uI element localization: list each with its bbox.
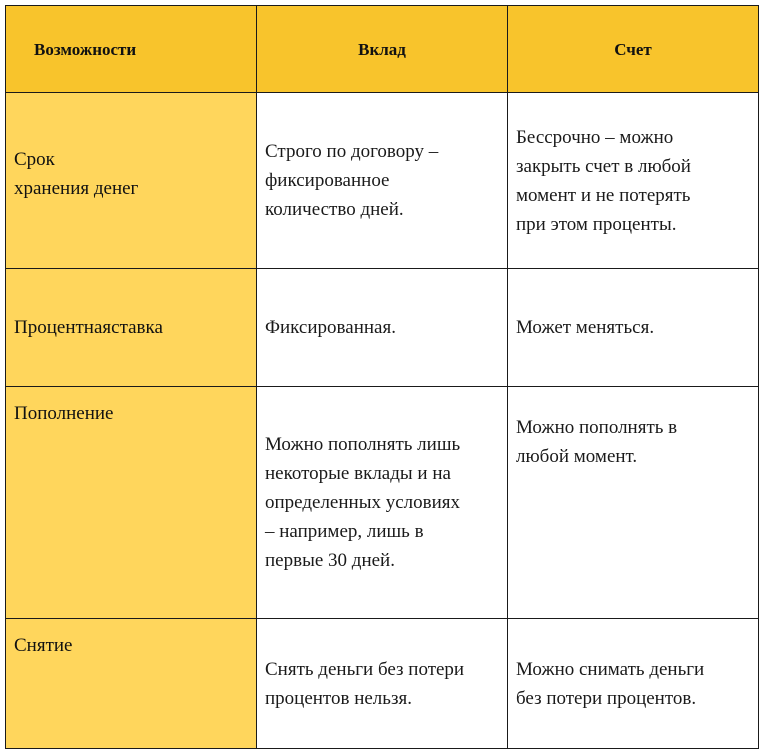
row-label-storage-term (6, 93, 257, 269)
cell-line: момент и не потерять (516, 184, 691, 206)
cell-line: Можно пополнять в (516, 417, 678, 438)
row-label-line: хранения денег (14, 177, 139, 199)
account-cell (508, 93, 759, 269)
table-row (6, 619, 759, 749)
deposit-cell (257, 619, 508, 749)
cell-line: Можно снимать деньги (516, 658, 705, 680)
cell-line: без потери процентов. (516, 687, 697, 709)
row-label-line: Пополнение (14, 403, 114, 424)
cell-line: первые 30 дней. (265, 550, 395, 571)
cell-line: Может меняться. (516, 317, 655, 338)
cell-line: Фиксированная. (265, 317, 396, 338)
deposit-cell (257, 387, 508, 619)
cell-line: закрыть счет в любой (516, 155, 691, 177)
deposit-cell (257, 93, 508, 269)
header-account: Счет (508, 6, 759, 93)
account-cell (508, 619, 759, 749)
cell-line: некоторые вклады и на (265, 463, 451, 484)
cell-line: фиксированное (265, 170, 390, 191)
row-label-replenishment (6, 387, 257, 619)
table-row (6, 269, 759, 387)
row-label-line: Процентнаяставка (14, 317, 163, 338)
cell-line: любой момент. (516, 446, 638, 467)
cell-line: процентов нельзя. (265, 687, 412, 709)
cell-line: при этом проценты. (516, 213, 677, 235)
deposit-cell (257, 269, 508, 387)
row-label-line: Снятие (14, 635, 73, 656)
row-label-line: Срок (14, 148, 55, 170)
header-features: Возможности (6, 6, 257, 93)
header-row (6, 6, 759, 93)
table-row (6, 387, 759, 619)
row-label-withdrawal (6, 619, 257, 749)
row-label-interest-rate (6, 269, 257, 387)
table-row (6, 93, 759, 269)
cell-line: количество дней. (265, 199, 404, 220)
cell-line: Можно пополнять лишь (265, 434, 461, 455)
cell-line: Снять деньги без потери (265, 658, 465, 680)
cell-line: Строго по договору – (265, 141, 439, 162)
cell-line: определенных условиях (265, 492, 461, 513)
comparison-table (5, 5, 759, 749)
account-cell (508, 269, 759, 387)
account-cell (508, 387, 759, 619)
header-deposit: Вклад (257, 6, 508, 93)
cell-line: – например, лишь в (265, 521, 424, 542)
cell-line: Бессрочно – можно (516, 126, 674, 148)
